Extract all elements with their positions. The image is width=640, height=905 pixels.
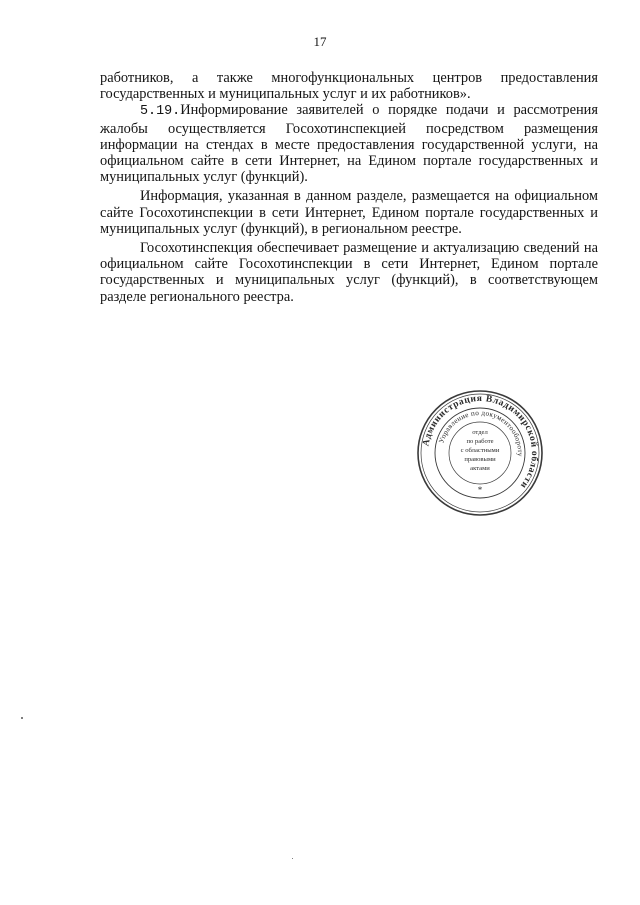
document-body — [100, 70, 598, 305]
seal-center-line: с областными — [460, 447, 500, 454]
seal-center-line: актами — [470, 465, 490, 472]
seal-center-line: правовыми — [464, 456, 496, 463]
page-number: 17 — [313, 34, 327, 49]
paragraph-continuation — [100, 70, 598, 102]
seal-star-icon: * — [477, 485, 483, 495]
paragraph-5-19 — [100, 102, 598, 185]
paragraph-text: Информирование заявителей о порядке подачи и рассмотрения жалобы осуществляется Госохотинспекцией посредством размещения информации на стендах в месте предоставления государственной услуги, на официальном сайте в сети Интернет, на Едином портале государственных и муниципальных услуг (функций). — [100, 102, 598, 186]
scan-speck — [21, 717, 23, 719]
seal-center-line: по работе — [466, 438, 494, 445]
paragraph-number: 5.19. — [140, 104, 181, 120]
paragraph-text: Госохотинспекция обеспечивает размещение и актуализацию сведений на официальном сайте Госохотинспекции в сети Интернет, Едином портале государственных и муниципальных услуг (функций), в соответствующем разделе регионального реестра. — [100, 240, 598, 305]
paragraph-information — [100, 188, 598, 237]
seal-outer-text: Администрация Владимирской области — [421, 393, 540, 491]
paragraph-placement — [100, 240, 598, 305]
paragraph-text: работников, а также многофункциональных центров предоставления государственных и муниципальных услуг и их работников». — [100, 70, 598, 103]
official-seal-stamp — [415, 388, 545, 518]
scan-speck — [292, 858, 293, 859]
seal-center-line: отдел — [472, 429, 488, 436]
seal-inner-text: Управление по документообороту — [437, 408, 525, 457]
paragraph-text: Информация, указанная в данном разделе, размещается на официальном сайте Госохотинспекции в сети Интернет, Едином портале государственных и муниципальных услуг (функций), в региональном реестре. — [100, 188, 598, 237]
